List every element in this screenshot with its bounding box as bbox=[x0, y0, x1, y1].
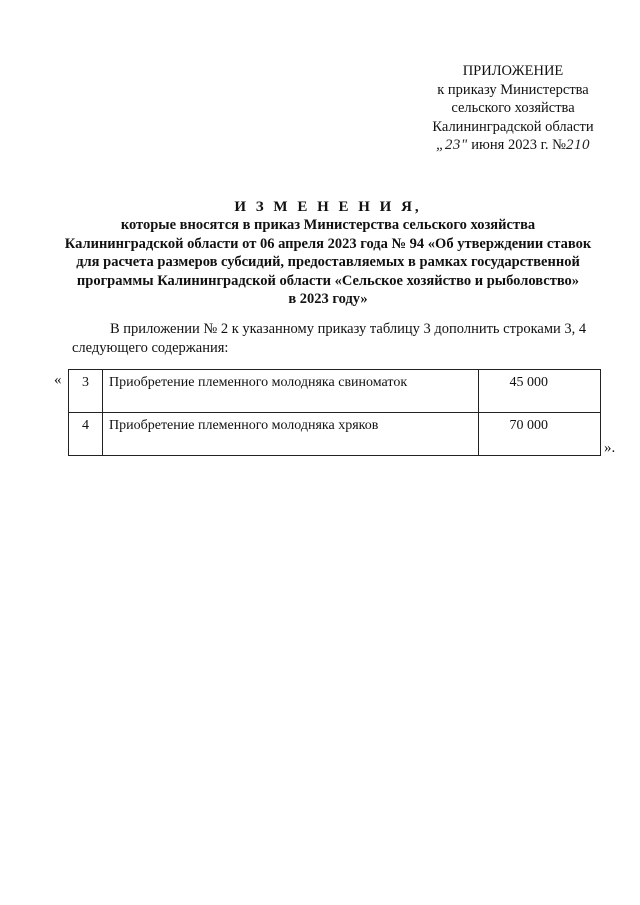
row-number: 4 bbox=[69, 413, 103, 456]
additions-table bbox=[68, 369, 601, 456]
body-paragraph bbox=[72, 320, 620, 357]
heading-line: для расчета размеров субсидий, предоставляемых в рамках государственной bbox=[76, 254, 580, 271]
date-close-quote: " bbox=[460, 137, 468, 154]
appendix-ministry: сельского хозяйства bbox=[451, 100, 575, 117]
heading-line: в 2023 году» bbox=[288, 291, 368, 308]
row-name: Приобретение племенного молодняка свиноматок bbox=[103, 370, 479, 413]
heading-title: И З М Е Н Е Н И Я, bbox=[234, 199, 422, 215]
body-line: В приложении № 2 к указанному приказу таблицу 3 дополнить строками 3, 4 bbox=[110, 321, 587, 337]
document-heading bbox=[36, 198, 620, 308]
table-row bbox=[69, 370, 601, 413]
heading-line: Калининградской области от 06 апреля 2023 года № 94 «Об утверждении ставок bbox=[64, 235, 592, 252]
table-close-quote: ». bbox=[604, 440, 616, 456]
row-name: Приобретение племенного молодняка хряков bbox=[103, 413, 479, 456]
order-number-handwritten: 210 bbox=[565, 137, 590, 154]
table-row bbox=[69, 413, 601, 456]
row-value: 70 000 bbox=[479, 413, 601, 456]
appendix-region: Калининградской области bbox=[432, 118, 594, 135]
appendix-date-line bbox=[410, 136, 616, 155]
appendix-title: ПРИЛОЖЕНИЕ bbox=[462, 63, 564, 79]
body-line: следующего содержания: bbox=[72, 339, 229, 356]
date-open-quote: „ bbox=[436, 137, 445, 154]
table-open-quote: « bbox=[54, 372, 62, 388]
appendix-block bbox=[410, 62, 616, 155]
date-rest: июня 2023 г. № bbox=[471, 137, 566, 154]
row-number: 3 bbox=[69, 370, 103, 413]
heading-line: программы Калининградской области «Сельское хозяйство и рыболовство» bbox=[76, 272, 580, 289]
date-day-handwritten: 23 bbox=[444, 137, 461, 154]
heading-line: которые вносятся в приказ Министерства сельского хозяйства bbox=[120, 217, 536, 234]
row-value: 45 000 bbox=[479, 370, 601, 413]
appendix-order-ref: к приказу Министерства bbox=[437, 81, 589, 98]
